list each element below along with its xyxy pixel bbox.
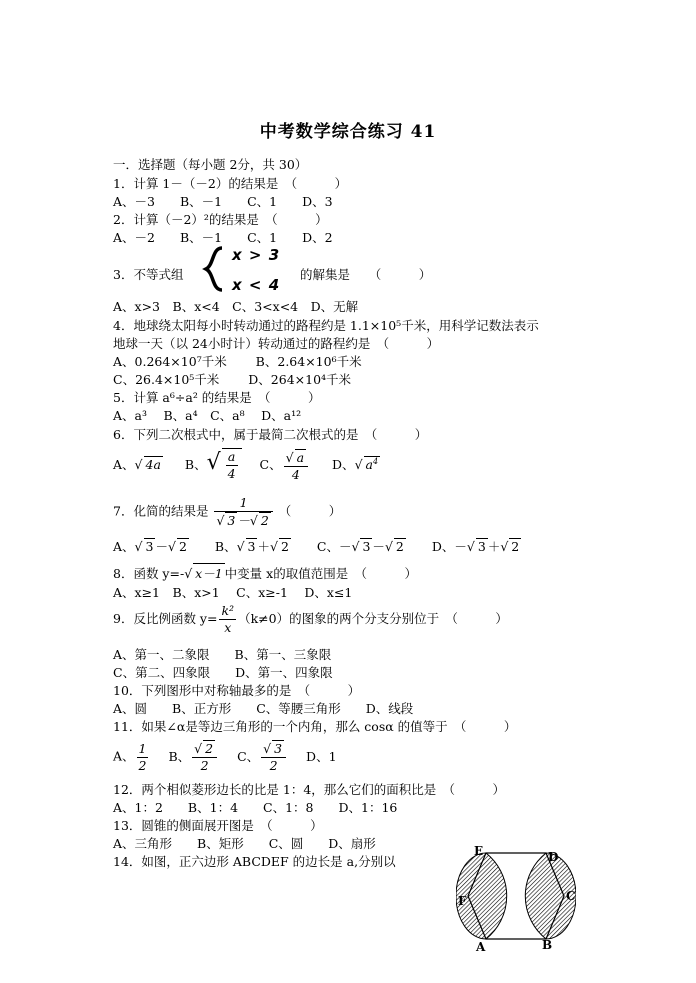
label-e: E xyxy=(474,845,484,858)
label-a: A xyxy=(476,940,486,954)
q6-option-d-exponent: 4 xyxy=(372,456,379,466)
q6-option-a-radicand: 4a xyxy=(145,457,161,472)
question-9-options-1: A、第一、二象限 B、第一、三象限 xyxy=(113,647,332,662)
question-3-prefix: 3．不等式组 xyxy=(113,267,184,282)
question-8: 8．函数 y=-√ x－1 中变量 x的取值范围是 （ ） xyxy=(113,563,417,582)
question-1: 1．计算 1－（－2）的结果是 （ ） xyxy=(113,176,348,191)
q6-option-d-label: D、 xyxy=(332,457,355,472)
q6-option-b-numerator: a xyxy=(226,449,238,466)
q6-option-a-label: A、 xyxy=(113,457,135,472)
question-4-line-1: 4．地球绕太阳每小时转动通过的路程约是 1.1×10⁵千米，用科学记数法表示 xyxy=(113,318,539,333)
q8-radicand: x－1 xyxy=(193,563,225,582)
question-10: 10．下列图形中对称轴最多的是 （ ） xyxy=(113,683,361,698)
q6-option-c-label: C、 xyxy=(259,457,282,472)
page-title: 中考数学综合练习 41 xyxy=(259,122,437,142)
inequality-1: x > 3 xyxy=(232,246,281,264)
q6-option-c-denominator: 4 xyxy=(291,466,300,482)
question-3-options: A、x>3 B、x<4 C、3<x<4 D、无解 xyxy=(113,299,359,314)
question-2: 2．计算（－2）²的结果是 （ ） xyxy=(113,212,328,227)
q6-option-d-base: a xyxy=(365,457,373,472)
question-4-options-1: A、0.264×10⁷千米 B、2.64×10⁶千米 xyxy=(113,354,362,369)
question-5-options: A、a³ B、a⁴ C、a⁸ D、a¹² xyxy=(113,408,302,423)
question-11-options: A、 $\frac{1}{2}$ B、 $\frac{√ 2}{2}$ C、 $\frac{√ 3}{2}$ D、1 xyxy=(113,740,337,773)
question-5: 5．计算 a⁶÷a² 的结果是 （ ） xyxy=(113,390,321,405)
section-heading: 一．选择题（每小题 2分，共 30） xyxy=(113,157,308,172)
q7-numerator: 1 xyxy=(214,495,272,512)
question-11: 11．如果∠α是等边三角形的一个内角，那么 cosα 的值等于 （ ） xyxy=(113,719,517,734)
question-8-options: A、x≥1 B、x>1 C、x≥-1 D、x≤1 xyxy=(113,585,353,600)
question-6: 6．下列二次根式中，属于最简二次根式的是 （ ） xyxy=(113,427,428,442)
question-7-options: A、√ 3 －√ 2 B、√ 3 ＋√ 2 C、－√ 3 －√ 2 D、－√ 3 ＋√ 2 xyxy=(113,539,520,554)
question-7: 7．化简的结果是 $\frac{1}{√ 3 -√ 2}$ （ ） xyxy=(113,495,342,528)
question-2-options: A、－2 B、－1 C、1 D、2 xyxy=(113,230,333,245)
question-4-line-2: 地球一天（以 24小时计）转动通过的路程约是 （ ） xyxy=(113,336,440,351)
inequality-2: x < 4 xyxy=(232,276,281,294)
question-9: 9．反比例函数 y= $\frac{\text{k²}}{x}$ （k≠0）的图象的两个分支分别位于 （ ） xyxy=(113,603,508,635)
q6-option-b-denominator: 4 xyxy=(227,466,236,481)
question-3-suffix: 的解集是 （ ） xyxy=(300,267,432,282)
question-12: 12．两个相似菱形边长的比是 1：4，那么它们的面积比是 （ ） xyxy=(113,782,506,797)
q6-option-c-radicand: a xyxy=(296,449,305,465)
label-c: C xyxy=(566,889,576,903)
question-10-options: A、圆 B、正方形 C、等腰三角形 D、线段 xyxy=(113,701,414,716)
question-4-options-2: C、26.4×10⁵千米 D、264×10⁴千米 xyxy=(113,372,352,387)
q6-option-b-label: B、 xyxy=(184,457,207,472)
label-b: B xyxy=(542,938,553,952)
label-d: D xyxy=(548,850,559,864)
question-13: 13．圆锥的侧面展开图是 （ ） xyxy=(113,818,323,833)
question-12-options: A、1：2 B、1：4 C、1：8 D、1：16 xyxy=(113,800,398,815)
label-f: F xyxy=(458,894,467,908)
brace-icon xyxy=(198,245,228,293)
hexagon-figure xyxy=(456,845,576,955)
question-14: 14．如图，正六边形 ABCDEF 的边长是 a,分别以 xyxy=(113,854,396,869)
q7-prefix: 7．化简的结果是 xyxy=(113,503,209,519)
question-6-options: A、√ 4a B、√ $\frac{a}{4}$ C、 $\frac{√ a}{4}$ D、√ $a^4$ xyxy=(113,449,379,482)
q7-suffix: （ ） xyxy=(278,503,342,519)
question-9-options-2: C、第二、四象限 D、第一、四象限 xyxy=(113,665,333,680)
question-13-options: A、三角形 B、矩形 C、圆 D、扇形 xyxy=(113,836,376,851)
question-1-options: A、－3 B、－1 C、1 D、3 xyxy=(113,194,333,209)
